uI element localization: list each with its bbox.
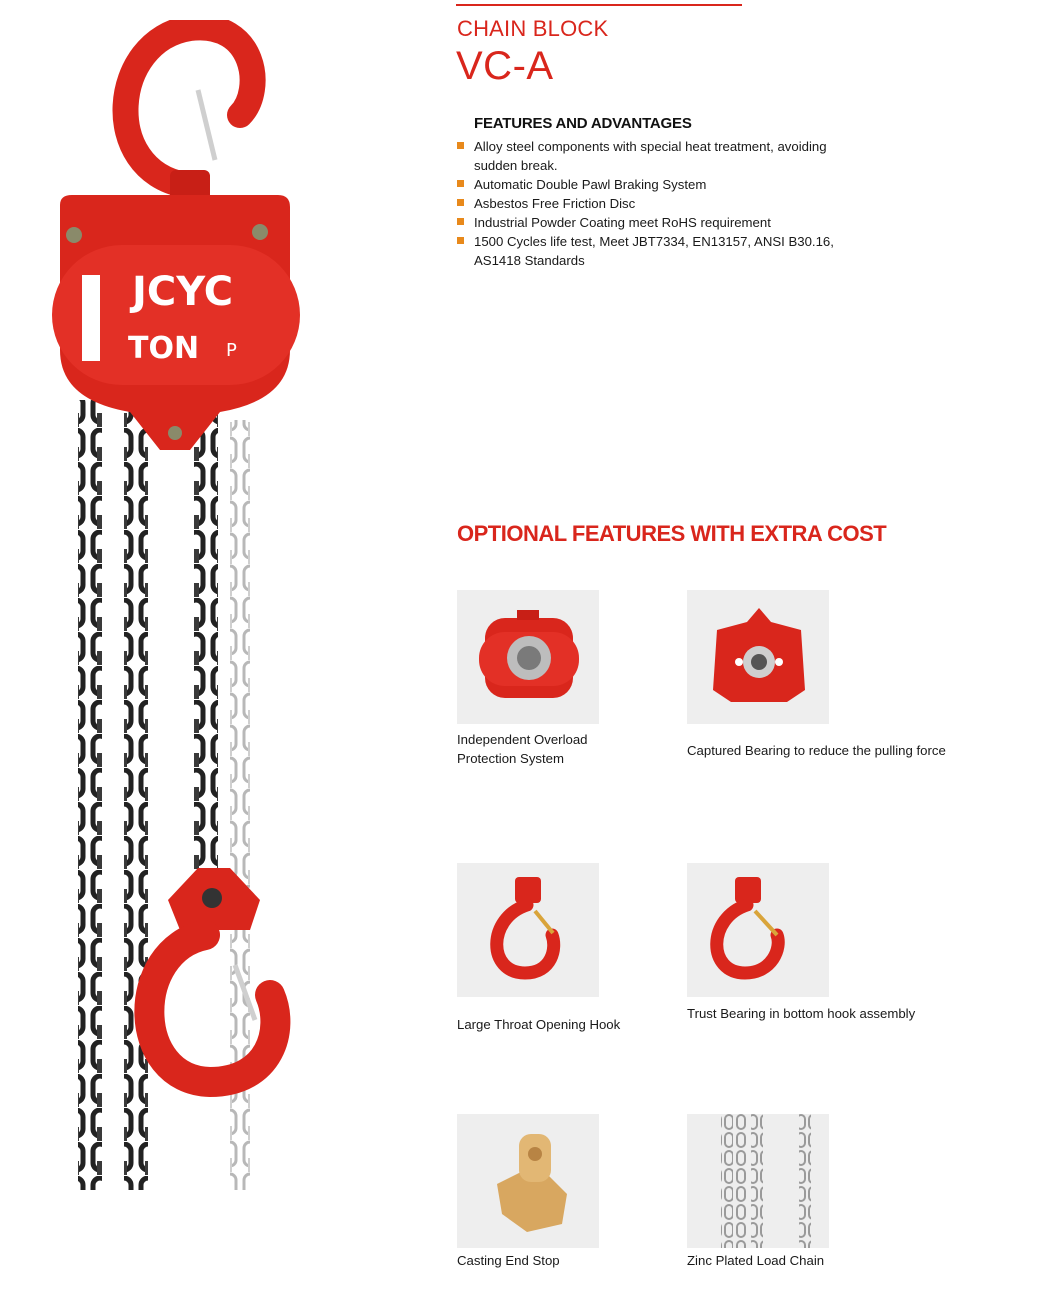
features-list: [456, 137, 896, 270]
product-category: CHAIN BLOCK: [457, 16, 609, 41]
optional-features-heading: OPTIONAL FEATURES WITH EXTRA COST: [457, 521, 887, 546]
optional-caption: Casting End Stop: [457, 1253, 560, 1268]
optional-caption: Trust Bearing in bottom hook assembly: [687, 1006, 916, 1021]
bearing-plate-icon: [687, 590, 829, 724]
feature-item: Asbestos Free Friction Disc: [456, 194, 896, 213]
bullet-square-icon: [457, 218, 464, 225]
feature-item: 1500 Cycles life test, Meet JBT7334, EN13157, ANSI B30.16, AS1418 Standards: [456, 232, 896, 270]
feature-item: Automatic Double Pawl Braking System: [456, 175, 896, 194]
product-brand-text: JCYC: [132, 269, 234, 315]
overload-protection-icon: [457, 590, 599, 724]
optional-caption: Zinc Plated Load Chain: [687, 1253, 825, 1268]
hook-bearing-icon: [687, 863, 829, 997]
chain-block-product-image: [40, 20, 310, 1195]
zinc-chain-icon: [687, 1114, 829, 1248]
product-model: VC-A: [456, 44, 554, 88]
feature-item: Alloy steel components with special heat treatment, avoiding sudden break.: [456, 137, 896, 175]
bullet-square-icon: [457, 142, 464, 149]
optional-caption: Large Throat Opening Hook: [457, 1017, 621, 1032]
end-stop-icon: [457, 1114, 599, 1248]
optional-caption: Independent Overload Protection System: [457, 732, 588, 766]
optional-caption: Captured Bearing to reduce the pulling force: [687, 743, 946, 758]
bullet-square-icon: [457, 237, 464, 244]
bullet-square-icon: [457, 180, 464, 187]
feature-item: Industrial Powder Coating meet RoHS requirement: [456, 213, 896, 232]
features-heading: FEATURES AND ADVANTAGES: [474, 115, 692, 132]
product-ton-text: TON: [128, 331, 200, 366]
product-mark-text: P: [226, 340, 237, 361]
header-rule: [456, 4, 742, 6]
hook-icon: [457, 863, 599, 997]
bullet-square-icon: [457, 199, 464, 206]
